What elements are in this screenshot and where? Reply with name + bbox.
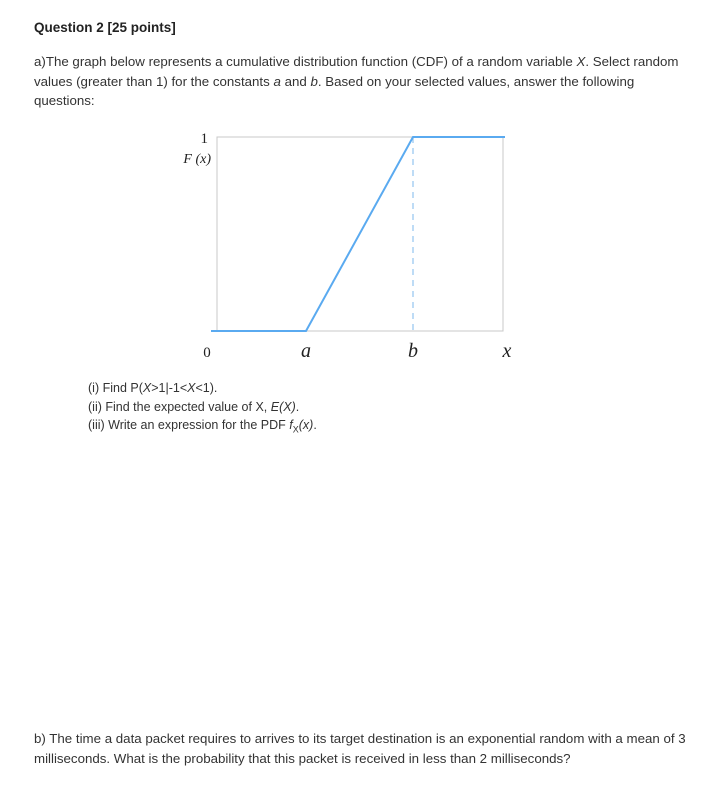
y-tick-label-1: 1 (200, 131, 208, 147)
subquestion-list (88, 379, 317, 439)
x-axis-label: x (502, 340, 512, 362)
cdf-graph (165, 125, 525, 370)
subquestion-2: (ii) Find the expected value of X, E(X). (88, 399, 300, 414)
subquestion-1: (i) Find P(X>1|-1<X<1). (88, 381, 218, 395)
x-tick-label-b: b (408, 340, 418, 362)
part-b-text: b) The time a data packet requires to arrives to its target destination is an exponential random with a mean of 3 milliseconds. What is the probability that this packet is received in less than 2 milliseconds? (34, 731, 686, 766)
y-axis-label: F (x) (183, 152, 211, 167)
part-a-text: a)The graph below represents a cumulative distribution function (CDF) of a random variable X. Select random values (greater than 1) for the constants a and b. Based on your selected values, answer the following questions: (34, 54, 679, 108)
question-title: Question 2 [25 points] (34, 20, 176, 35)
subquestion-3: (iii) Write an expression for the PDF $f_X(x)$. (88, 418, 317, 435)
x-tick-label-a: a (301, 340, 311, 362)
x-tick-label-0: 0 (203, 345, 211, 361)
cdf-line (211, 137, 505, 331)
